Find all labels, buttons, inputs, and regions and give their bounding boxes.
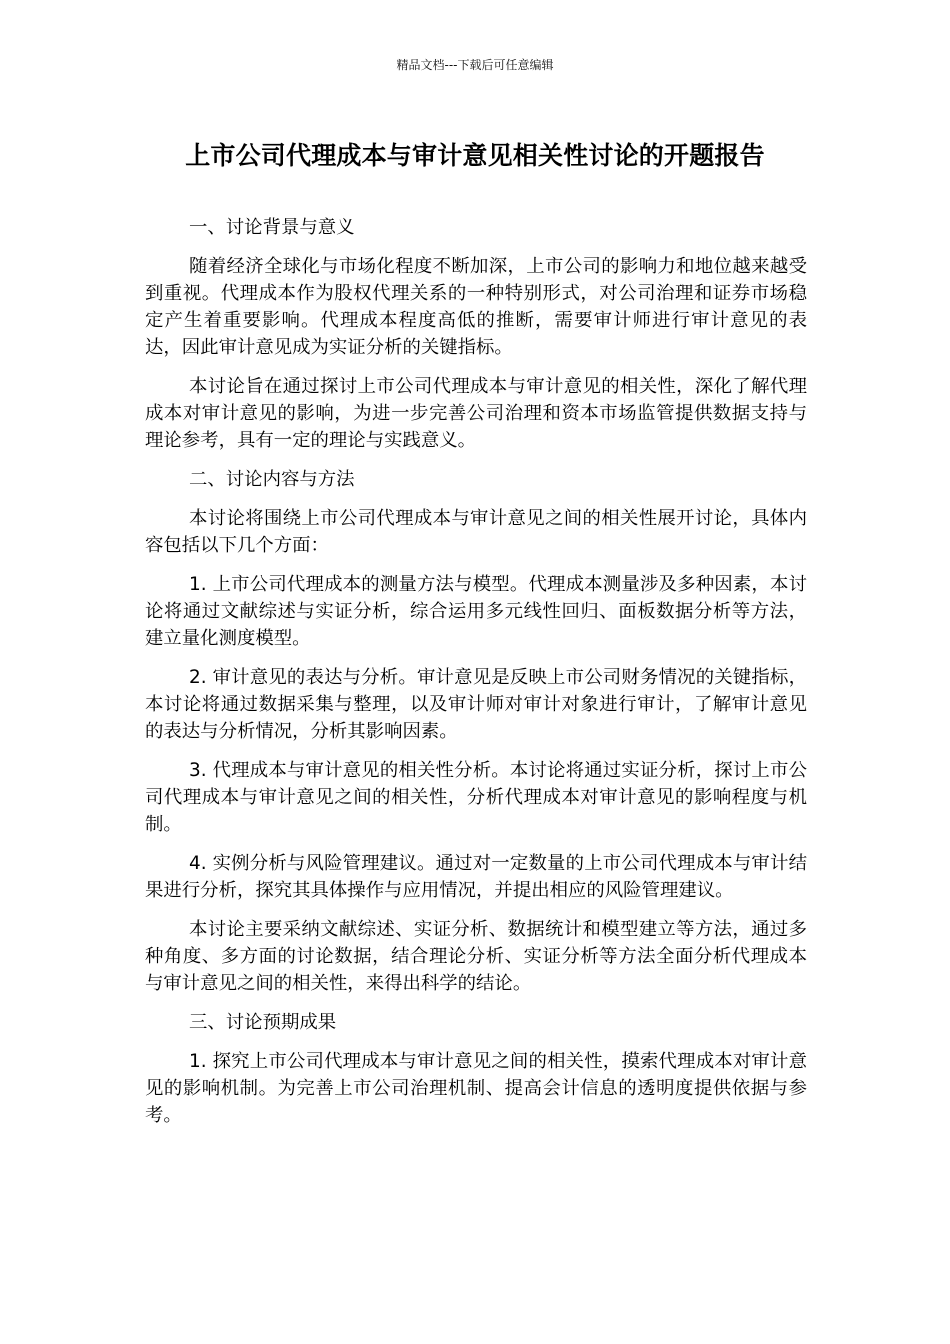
list-item-cost-measurement: 1. 上市公司代理成本的测量方法与模型。代理成本测量涉及多种因素，本讨论将通过文献综述与实证分析，综合运用多元线性回归、面板数据分析等方法，建立量化测度模型。 xyxy=(145,574,807,649)
paragraph-content-intro: 本讨论将围绕上市公司代理成本与审计意见之间的相关性展开讨论，具体内容包括以下几个方面： xyxy=(145,508,807,556)
section-heading-expected-results: 三、讨论预期成果 xyxy=(189,1012,337,1033)
list-item-correlation: 3. 代理成本与审计意见的相关性分析。本讨论将通过实证分析，探讨上市公司代理成本与审计意见之间的相关性，分析代理成本对审计意见的影响程度与机制。 xyxy=(145,760,807,835)
section-heading-content-method: 二、讨论内容与方法 xyxy=(189,469,355,490)
document-body xyxy=(145,214,807,1141)
paragraph-methods: 本讨论主要采纳文献综述、实证分析、数据统计和模型建立等方法，通过多种角度、多方面的讨论数据，结合理论分析、实证分析等方法全面分析代理成本与审计意见之间的相关性，来得出科学的结论。 xyxy=(145,919,807,994)
list-item-expected-result-1: 1. 探究上市公司代理成本与审计意见之间的相关性，摸索代理成本对审计意见的影响机制。为完善上市公司治理机制、提高会计信息的透明度提供依据与参考。 xyxy=(145,1051,807,1126)
list-item-audit-opinion: 2. 审计意见的表达与分析。审计意见是反映上市公司财务情况的关键指标，本讨论将通过数据采集与整理，以及审计师对审计对象进行审计，了解审计意见的表达与分析情况，分析其影响因素。 xyxy=(145,667,807,742)
paragraph-purpose: 本讨论旨在通过探讨上市公司代理成本与审计意见的相关性，深化了解代理成本对审计意见的影响，为进一步完善公司治理和资本市场监管提供数据支持与理论参考，具有一定的理论与实践意义。 xyxy=(145,376,807,451)
document-title: 上市公司代理成本与审计意见相关性讨论的开题报告 xyxy=(185,141,765,170)
paragraph-background: 随着经济全球化与市场化程度不断加深，上市公司的影响力和地位越来越受到重视。代理成本作为股权代理关系的一种特别形式，对公司治理和证券市场稳定产生着重要影响。代理成本程度高低的推断，需要审计师进行审计意见的表达，因此审计意见成为实证分析的关键指标。 xyxy=(145,256,807,358)
header-note: 精品文档---下载后可任意编辑 xyxy=(396,58,554,72)
list-item-case-analysis: 4. 实例分析与风险管理建议。通过对一定数量的上市公司代理成本与审计结果进行分析，探究其具体操作与应用情况，并提出相应的风险管理建议。 xyxy=(145,853,807,901)
section-heading-background: 一、讨论背景与意义 xyxy=(189,217,355,238)
